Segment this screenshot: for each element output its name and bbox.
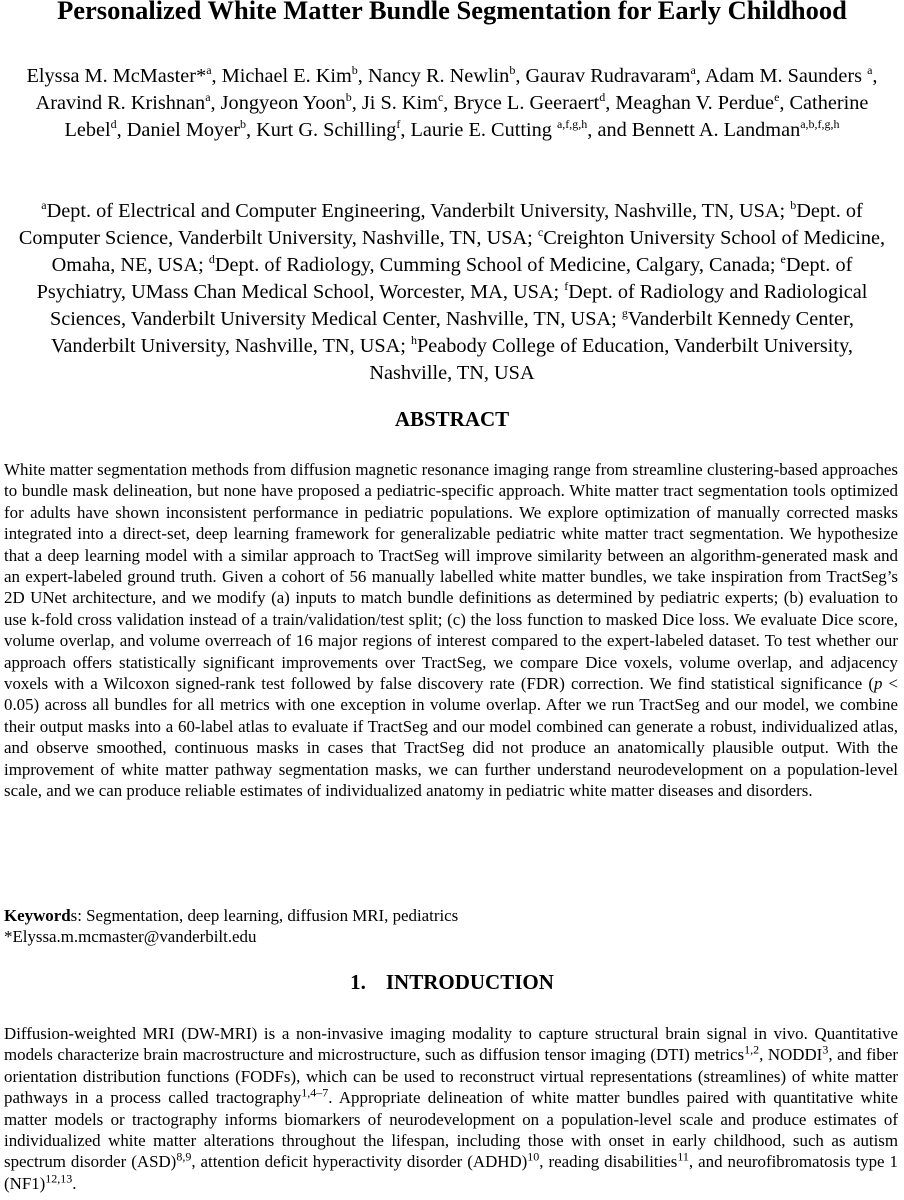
author: Adam M. Saunders $^a$ [704, 63, 873, 87]
citation: 10 [527, 1149, 540, 1164]
affiliation: $^c$Creighton University School of Medicine, Omaha, NE, USA [51, 225, 886, 276]
citation: 8,9 [176, 1149, 192, 1164]
introduction-body: Diffusion-weighted MRI (DW-MRI) is a non-invasive imaging modality to capture structural brain signal in vivo. Quantitative models characterize brain macrostructure and microstructure, such as diffusion tensor imaging (DTI) metrics$^{1,2}$, NODDI$^3$, and fiber orientation distribution functions (FODFs), which can be used to reconstruct virtual representations (streamlines) of white matter pathways in a process called tractography$^{1,4-7}$. Appropriate delineation of white matter bundles paired with quantitative white matter models or tractography informs biomarkers of neurodevelopment on a population-level scale and produce estimates of individualized white matter alterations throughout the lifespan, including those with onset in early childhood, such as autism spectrum disorder (ASD)$^{8,9}$, attention deficit hyperactivity disorder (ADHD)$^{10}$, reading disabilities$^{11}$, and neurofibromatosis type 1 $(NF1)^{12,13}$. [4, 1024, 898, 1193]
section-number: 1. [350, 970, 366, 994]
section-title: INTRODUCTION [385, 970, 554, 994]
author: Daniel Moyer$^b$ [126, 117, 246, 141]
citation: 3 [822, 1042, 829, 1057]
paper-title: Personalized White Matter Bundle Segmentation for Early Childhood [57, 0, 847, 25]
citation: 1,4–7 [301, 1085, 329, 1100]
introduction-heading [0, 969, 904, 995]
author: Catherine Lebel$^d$ [64, 92, 869, 141]
author: Aravind R. Krishnan$^a$ [35, 90, 211, 114]
affiliation: $^g$Vanderbilt Kennedy Center, Vanderbilt University, Nashville, TN, USA [51, 306, 854, 357]
author: Elyssa M. McMaster*$^a$ [26, 63, 212, 87]
keywords-text: : Segmentation, deep learning, diffusion MRI, pediatrics [77, 906, 459, 925]
author: Meaghan V. Perdue$^e$ [615, 90, 780, 114]
affiliation: $^d$Dept. of Radiology, Cumming School of Medicine, Calgary, Canada [208, 252, 770, 276]
author: Laurie E. Cutting $^{a,f,g,h}$ [410, 117, 588, 141]
author: Ji S. Kim$^c$ [361, 90, 444, 114]
abstract-body: White matter segmentation methods from diffusion magnetic resonance imaging range from streamline clustering-based approaches to bundle mask delineation, but none have proposed a pediatric-specific approach. White matter tract segmentation tools optimized for adults have shown inconsistent performance in pediatric populations. We explore optimization of manually corrected masks integrated into a direct-set, deep learning framework for generalizable pediatric white matter tract segmentation. We hypothesize that a deep learning model with a similar approach to TractSeg will improve similarity between an algorithm-generated mask and an expert-labeled ground truth. Given a cohort of 56 manually labelled white matter bundles, we take inspiration from TractSeg’s 2D UNet architecture, and we modify (a) inputs to match bundle definitions as determined by pediatric experts; (b) evaluation to use k-fold cross validation instead of a train/validation/test split; (c) the loss function to masked Dice loss. We evaluate Dice score, volume overlap, and volume overreach of 16 major regions of interest compared to the expert-labeled dataset. To test whether our approach offers statistically significant improvements over TractSeg, we compare Dice voxels, volume overlap, and adjacency voxels with a Wilcoxon signed-rank test followed by false discovery rate (FDR) correction. We find statistical significance (p < 0.05) across all bundles for all metrics with one exception in volume overlap. After we run TractSeg and our model, we combine their output masks into a 60-label atlas to evaluate if TractSeg and our model combined can generate a robust, individualized atlas, and observe smoothed, continuous masks in cases that TractSeg did not produce an anatomically plausible output. With the improvement of white matter pathway segmentation masks, we can further understand neurodevelopment on a population-level scale, and we can produce reliable estimates of individualized anatomy in pediatric white matter diseases and disorders. [4, 460, 898, 801]
author: Jongyeon Yoon$^b$ [220, 90, 352, 114]
affiliation: $^b$Dept. of Computer Science, Vanderbilt University, Nashville, TN, USA [18, 198, 863, 249]
citation: 11 [677, 1149, 689, 1164]
citation: 12,13 [45, 1171, 73, 1186]
affiliation: $^h$Peabody College of Education, Vanderbilt University, Nashville, TN, USA [369, 333, 853, 384]
author: Michael E. Kim$^b$ [221, 63, 358, 87]
author: Kurt G. Schilling$^f$ [256, 117, 401, 141]
author: Bryce L. Geeraert$^d$ [453, 90, 606, 114]
p-symbol: p [873, 674, 883, 694]
affiliation: $^f$Dept. of Radiology and Radiological Sciences, Vanderbilt University Medical Center, Nashville, TN, USA [49, 279, 868, 330]
author: Nancy R. Newlin$^b$ [367, 63, 516, 87]
keywords-line: Keywords: Segmentation, deep learning, diffusion MRI, pediatrics [4, 906, 459, 925]
keywords-label: Keyword [4, 906, 71, 925]
affiliation: $^e$Dept. of Psychiatry, UMass Chan Medical School, Worcester, MA, USA [36, 252, 853, 303]
citation: 1,2 [744, 1042, 760, 1057]
abstract-heading: ABSTRACT [394, 407, 510, 431]
author: Bennett A. Landman$^{a,b,f,g,h}$ [631, 117, 840, 141]
corresponding-email: *Elyssa.m.mcmaster@vanderbilt.edu [4, 927, 257, 946]
author: Gaurav Rudravaram$^a$ [525, 63, 696, 87]
affiliation-list: $^a$Dept. of Electrical and Computer Engineering, Vanderbilt University, Nashville, TN, USA; $^b$Dept. of Computer Science, Vanderbilt University, Nashville, TN, USA; $^c$Creighton University School of Medicine, Omaha, NE, USA; $^d$Dept. of Radiology, Cumming School of Medicine, Calgary, Canada; $^e$Dept. of Psychiatry, UMass Chan Medical School, Worcester, MA, USA; $^f$Dept. of Radiology and Radiological Sciences, Vanderbilt University Medical Center, Nashville, TN, USA; $^g$Vanderbilt Kennedy Center, Vanderbilt University, Nashville, TN, USA; $^h$Peabody College of Education, Vanderbilt University, Nashville, TN, USA [18, 198, 886, 384]
affiliation: $^a$Dept. of Electrical and Computer Engineering, Vanderbilt University, Nashville, TN, USA [41, 198, 780, 222]
author-list: Elyssa M. McMaster*$^a$, Michael E. Kim$^b$, Nancy R. Newlin$^b$, Gaurav Rudravaram$^a$, Adam M. Saunders $^a$, Aravind R. Krishnan$^a$, Jongyeon Yoon$^b$, Ji S. Kim$^c$, Bryce L. Geeraert$^d$, Meaghan V. Perdue$^e$, Catherine Lebel$^d$, Daniel Moyer$^b$, Kurt G. Schilling$^f$, Laurie E. Cutting $^{a,f,g,h}$, and Bennett A. Landman$^{a,b,f,g,h}$ [26, 63, 878, 141]
